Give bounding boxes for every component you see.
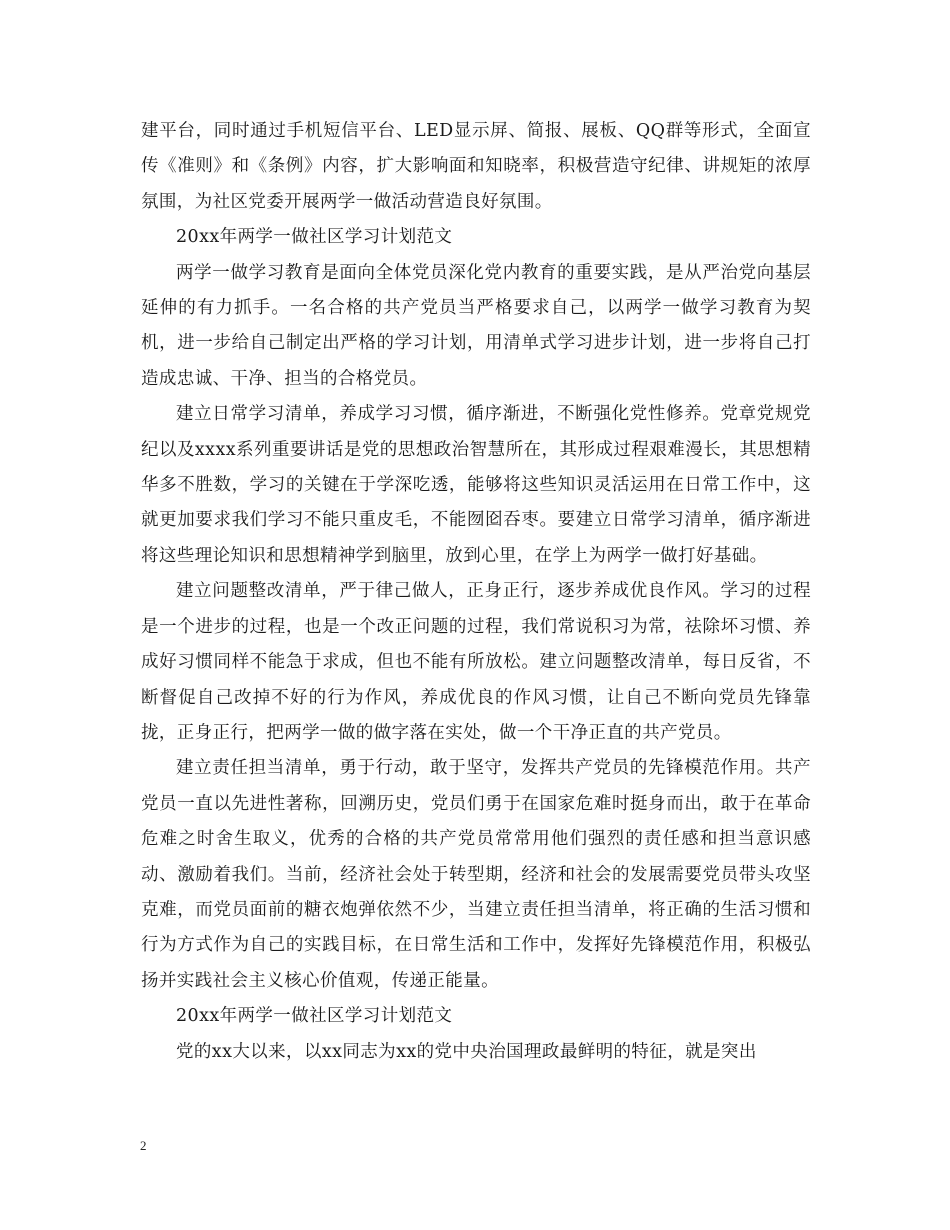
section-heading: 20xx年两学一做社区学习计划范文 xyxy=(176,227,453,248)
section-heading: 20xx年两学一做社区学习计划范文 xyxy=(176,1006,453,1027)
paragraph: 建立责任担当清单，勇于行动，敢于坚守，发挥共产党员的先锋模范作用。共产党员一直以先进性著称，回溯历史，党员们勇于在国家危难时挺身而出，敢于在革命危难之时舍生取义，优秀的合格的共产党员常常用他们强烈的责任感和担当意识感动、激励着我们。当前，经济社会处于转型期，经济和社会的发展需要党员带头攻坚克难，而党员面前的糖衣炮弹依然不少，当建立责任担当清单，将正确的生活习惯和行为方式作为自己的实践目标，在日常生活和工作中，发挥好先锋模范作用，积极弘扬并实践社会主义核心价值观，传递正能量。 xyxy=(141,758,811,991)
paragraph: 党的xx大以来，以xx同志为xx的党中央治国理政最鲜明的特征，就是突出 xyxy=(176,1041,757,1062)
paragraph: 两学一做学习教育是面向全体党员深化党内教育的重要实践，是从严治党向基层延伸的有力抓手。一名合格的共产党员当严格要求自己，以两学一做学习教育为契机，进一步给自己制定出严格的学习计划，用清单式学习进步计划，进一步将自己打造成忠诚、干净、担当的合格党员。 xyxy=(141,262,811,389)
paragraph: 建立问题整改清单，严于律己做人，正身正行，逐步养成优良作风。学习的过程是一个进步的过程，也是一个改正问题的过程，我们常说积习为常，祛除坏习惯、养成好习惯同样不能急于求成，但也不能有所放松。建立问题整改清单，每日反省，不断督促自己改掉不好的行为作风，养成优良的作风习惯，让自己不断向党员先锋靠拢，正身正行，把两学一做的做字落在实处，做一个干净正直的共产党员。 xyxy=(141,581,811,743)
document-body xyxy=(141,114,811,1070)
paragraph: 建立日常学习清单，养成学习习惯，循序渐进，不断强化党性修养。党章党规党纪以及xxxx系列重要讲话是党的思想政治智慧所在，其形成过程艰难漫长，其思想精华多不胜数，学习的关键在于学深吃透，能够将这些知识灵活运用在日常工作中，这就更加要求我们学习不能只重皮毛，不能囫囵吞枣。要建立日常学习清单，循序渐进将这些理论知识和思想精神学到脑里，放到心里，在学上为两学一做打好基础。 xyxy=(141,404,811,566)
paragraph-continued: 建平台，同时通过手机短信平台、LED显示屏、简报、展板、QQ群等形式，全面宣传《准则》和《条例》内容，扩大影响面和知晓率，积极营造守纪律、讲规矩的浓厚氛围，为社区党委开展两学一做活动营造良好氛围。 xyxy=(141,121,811,212)
page-number: 2 xyxy=(140,1138,147,1153)
